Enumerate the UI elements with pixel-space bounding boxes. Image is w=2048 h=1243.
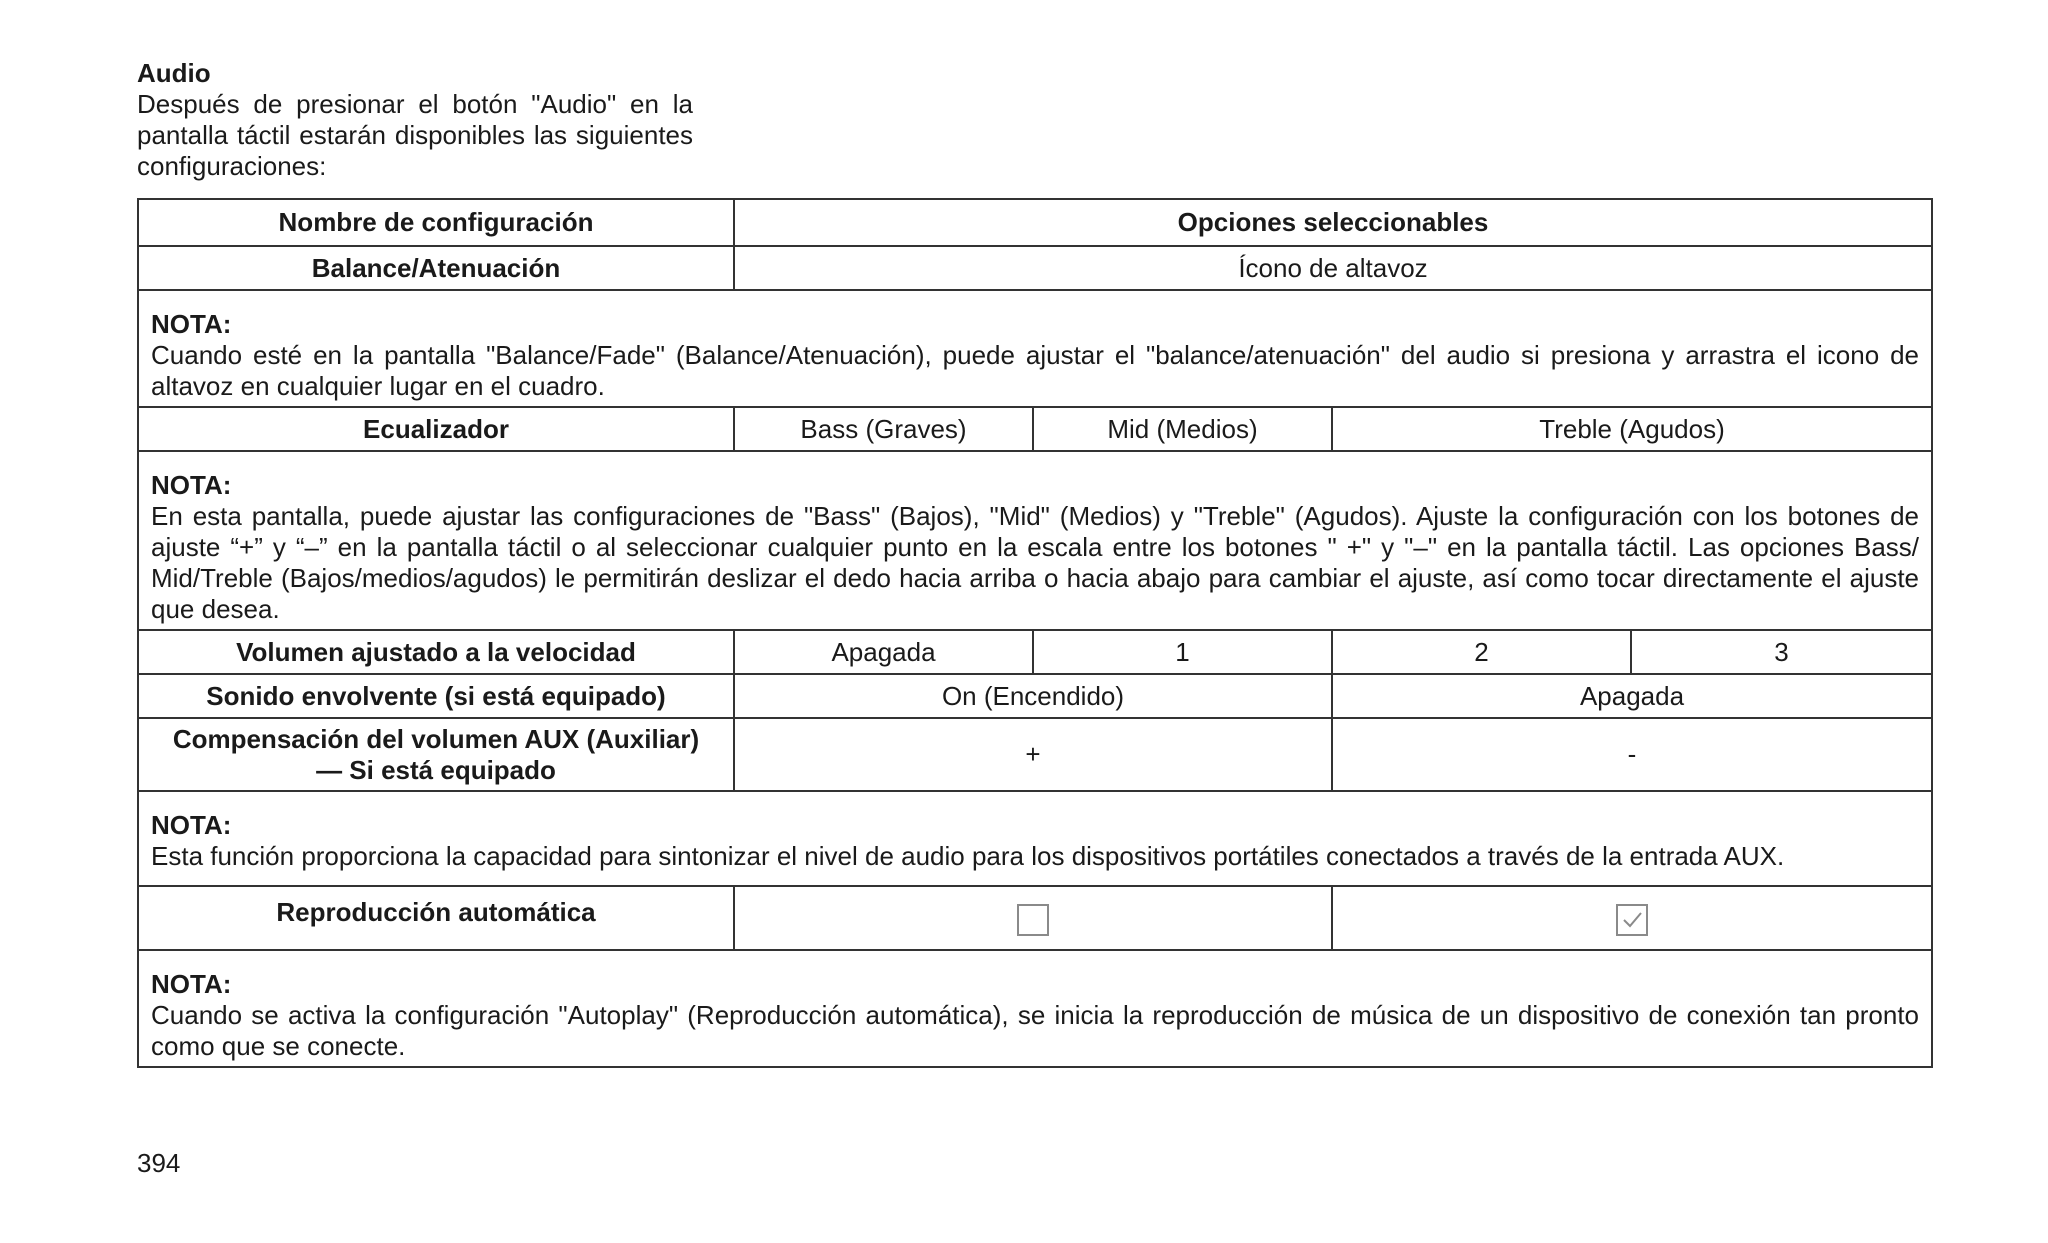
- table-row-note-autoplay: [138, 950, 1932, 1067]
- note-equalizer: [138, 451, 1932, 630]
- equalizer-mid: Mid (Medios): [1033, 407, 1332, 451]
- autoplay-label: Reproducción automática: [138, 886, 734, 950]
- intro-section: [137, 58, 693, 182]
- note-text: Cuando esté en la pantalla "Balance/Fade" (Balance/Atenuación), puede ajustar el "balance/atenuación" del audio si presiona y arrastra el icono de altavoz en cualquier lugar en el cuadro.: [151, 340, 1920, 401]
- aux-label-line2: — Si está equipado: [316, 754, 556, 785]
- aux-minus: -: [1332, 718, 1932, 791]
- balance-label: Balance/Atenuación: [138, 246, 734, 290]
- table-row-surround: [138, 674, 1932, 718]
- note-text: En esta pantalla, puede ajustar las configuraciones de "Bass" (Bajos), "Mid" (Medios) y "Treble" (Agudos). Ajuste la configuración con los botones de ajuste “+” y “–” en la pantalla táctil o al seleccionar cualquier punto en la escala entre los botones " +" y "–" en la pantalla táctil. Las opciones Bass/ Mid/Treble (Bajos/medios/agudos) le permitirán deslizar el dedo hacia arriba o hacia abajo para cambiar el ajuste, así como tocar directamente el ajuste que desea.: [151, 501, 1920, 624]
- checkbox-unchecked-icon: [1017, 904, 1049, 936]
- aux-label-line1: Compensación del volumen AUX (Auxiliar): [172, 723, 700, 754]
- table-row-autoplay: [138, 886, 1932, 950]
- speed-volume-1: 1: [1033, 630, 1332, 674]
- autoplay-off-cell: [734, 886, 1332, 950]
- autoplay-on-cell: [1332, 886, 1932, 950]
- note-title: NOTA:: [151, 470, 232, 500]
- header-setting-name: Nombre de configuración: [138, 199, 734, 246]
- note-title: NOTA:: [151, 309, 232, 339]
- speed-volume-3: 3: [1631, 630, 1932, 674]
- intro-paragraph: Después de presionar el botón "Audio" en la pantalla táctil estarán disponibles las siguientes configuraciones:: [137, 89, 693, 181]
- note-aux: [138, 791, 1932, 886]
- table-row-balance: [138, 246, 1932, 290]
- surround-off: Apagada: [1332, 674, 1932, 718]
- note-title: NOTA:: [151, 810, 232, 840]
- note-text: Cuando se activa la configuración "Autoplay" (Reproducción automática), se inicia la reproducción de música de un dispositivo de conexión tan pronto como que se conecte.: [151, 1000, 1920, 1061]
- note-balance: [138, 290, 1932, 407]
- aux-compensation-label: [138, 718, 734, 791]
- page-number: 394: [137, 1148, 181, 1178]
- note-autoplay: [138, 950, 1932, 1067]
- table-row-speed-volume: [138, 630, 1932, 674]
- table-row-note-aux: [138, 791, 1932, 886]
- aux-plus: +: [734, 718, 1332, 791]
- surround-on: On (Encendido): [734, 674, 1332, 718]
- table-row-aux-compensation: [138, 718, 1932, 791]
- section-heading: Audio: [137, 58, 211, 88]
- header-selectable-options: Opciones seleccionables: [734, 199, 1932, 246]
- table-header-row: [138, 199, 1932, 246]
- surround-label: Sonido envolvente (si está equipado): [138, 674, 734, 718]
- equalizer-label: Ecualizador: [138, 407, 734, 451]
- note-text: Esta función proporciona la capacidad para sintonizar el nivel de audio para los dispositivos portátiles conectados a través de la entrada AUX.: [151, 841, 1785, 871]
- speed-volume-2: 2: [1332, 630, 1631, 674]
- equalizer-treble: Treble (Agudos): [1332, 407, 1932, 451]
- audio-settings-table: [137, 198, 1933, 1068]
- balance-option: Ícono de altavoz: [734, 246, 1932, 290]
- checkbox-checked-icon: [1616, 904, 1648, 936]
- note-title: NOTA:: [151, 969, 232, 999]
- equalizer-bass: Bass (Graves): [734, 407, 1033, 451]
- table-row-equalizer: [138, 407, 1932, 451]
- table-row-note-equalizer: [138, 451, 1932, 630]
- table-row-note-balance: [138, 290, 1932, 407]
- speed-volume-off: Apagada: [734, 630, 1033, 674]
- speed-volume-label: Volumen ajustado a la velocidad: [138, 630, 734, 674]
